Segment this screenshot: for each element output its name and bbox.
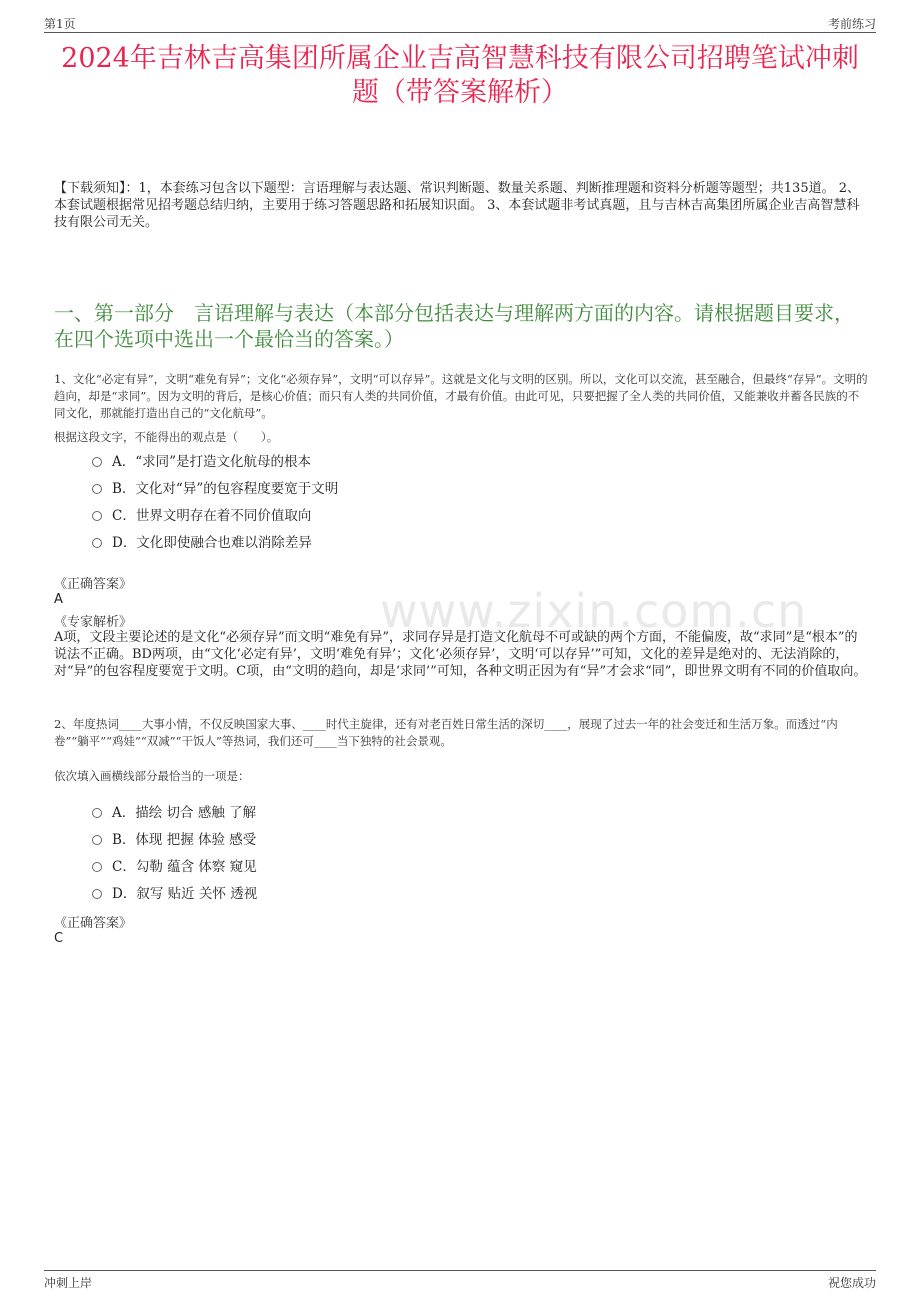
option-label: A．“求同”是打造文化航母的根本 [112, 453, 312, 470]
option-d[interactable] [92, 878, 257, 905]
radio-button[interactable] [92, 457, 102, 467]
radio-button[interactable] [92, 511, 102, 521]
page-number: 第1页 [44, 17, 76, 31]
watermark: www.zixin.com.cn [380, 584, 808, 638]
radio-button[interactable] [92, 862, 102, 872]
option-b[interactable] [92, 473, 338, 500]
option-label: B．文化对“异”的包容程度要宽于文明 [112, 480, 339, 497]
option-label: C．世界文明存在着不同价值取向 [112, 507, 312, 524]
question-1-options [92, 446, 338, 554]
question-1-text: 1、文化“必定有异”，文明“难免有异”；文化“必须存异”，文明“可以存异”。这就是文化与文明的区别。所以，文化可以交流，甚至融合，但最终“存异”。文明的趋向，却是“求同”。因为文明的背后，是核心价值；而只有人类的共同价值，才最有价值。由此可见，只要把握了全人类的共同价值，又能兼收并蓄各民族的不同文化，那就能打造出自己的“文化航母”。 [54, 372, 868, 420]
answer-label: 《正确答案》 [54, 916, 133, 931]
question-1-prompt: 根据这段文字，不能得出的观点是（ ）。 [54, 430, 279, 444]
analysis-label: 《专家解析》 [54, 615, 133, 630]
radio-button[interactable] [92, 484, 102, 494]
option-c[interactable] [92, 851, 257, 878]
option-c[interactable] [92, 500, 338, 527]
question-2-text: 2、年度热词____大事小情，不仅反映国家大事、____时代主旋律，还有对老百姓日常生活的深切____，展现了过去一年的社会变迁和生活万象。而透过“内卷”“躺平”“鸡娃”“双减”“干饭人”等热词，我们还可____当下独特的社会景观。 [54, 717, 838, 748]
answer-value: A [54, 592, 63, 607]
option-label: C．勾勒 蕴含 体察 窥见 [112, 858, 257, 875]
option-label: B．体现 把握 体验 感受 [112, 831, 257, 848]
header-label: 考前练习 [827, 17, 876, 31]
question-2-prompt: 依次填入画横线部分最恰当的一项是： [54, 769, 250, 783]
question-2-options [92, 797, 257, 905]
analysis-text: A项，文段主要论述的是文化“必须存异”而文明“难免有异”，求同存异是打造文化航母不可或缺的两个方面，不能偏废，故“求同”是“根本”的说法不正确。BD两项，由“文化‘必定有异’，文明‘难免有异’；文化‘必须存异’，文明‘可以存异’”可知，文化的差异是绝对的、无法消除的，对“异”的包容程度要宽于文明。C项，由“文明的趋向，却是‘求同’”可知，各种文明正因为有“异”才会求“同”，即世界文明有不同的价值取向。 [54, 630, 867, 679]
radio-button[interactable] [92, 835, 102, 845]
option-a[interactable] [92, 797, 257, 824]
radio-button[interactable] [92, 889, 102, 899]
download-notice: 【下载须知】：1，本套练习包含以下题型：言语理解与表达题、常识判断题、数量关系题、判断推理题和资料分析题等题型；共135道。 2、本套试题根据常见招考题总结归纳，主要用于练习答题思路和拓展知识面。 3、本套试题非考试真题，且与吉林吉高集团所属企业吉高智慧科技有限公司无关。 [54, 181, 860, 230]
option-label: D．叙写 贴近 关怀 透视 [112, 885, 258, 902]
section-heading: 一、第一部分 言语理解与表达（本部分包括表达与理解两方面的内容。请根据题目要求，在四个选项中选出一个最恰当的答案。） [54, 301, 854, 351]
footer-right: 祝您成功 [827, 1276, 876, 1290]
page-header [44, 12, 876, 33]
footer-left: 冲刺上岸 [44, 1276, 93, 1290]
document-title: 2024年吉林吉高集团所属企业吉高智慧科技有限公司招聘笔试冲刺题（带答案解析） [61, 43, 859, 108]
option-label: A．描绘 切合 感触 了解 [112, 804, 257, 821]
page-footer [44, 1270, 876, 1293]
radio-button[interactable] [92, 538, 102, 548]
option-b[interactable] [92, 824, 257, 851]
radio-button[interactable] [92, 808, 102, 818]
answer-label: 《正确答案》 [54, 577, 133, 592]
option-label: D．文化即使融合也难以消除差异 [112, 534, 312, 551]
option-d[interactable] [92, 527, 338, 554]
option-a[interactable] [92, 446, 338, 473]
answer-value: C [54, 931, 64, 946]
